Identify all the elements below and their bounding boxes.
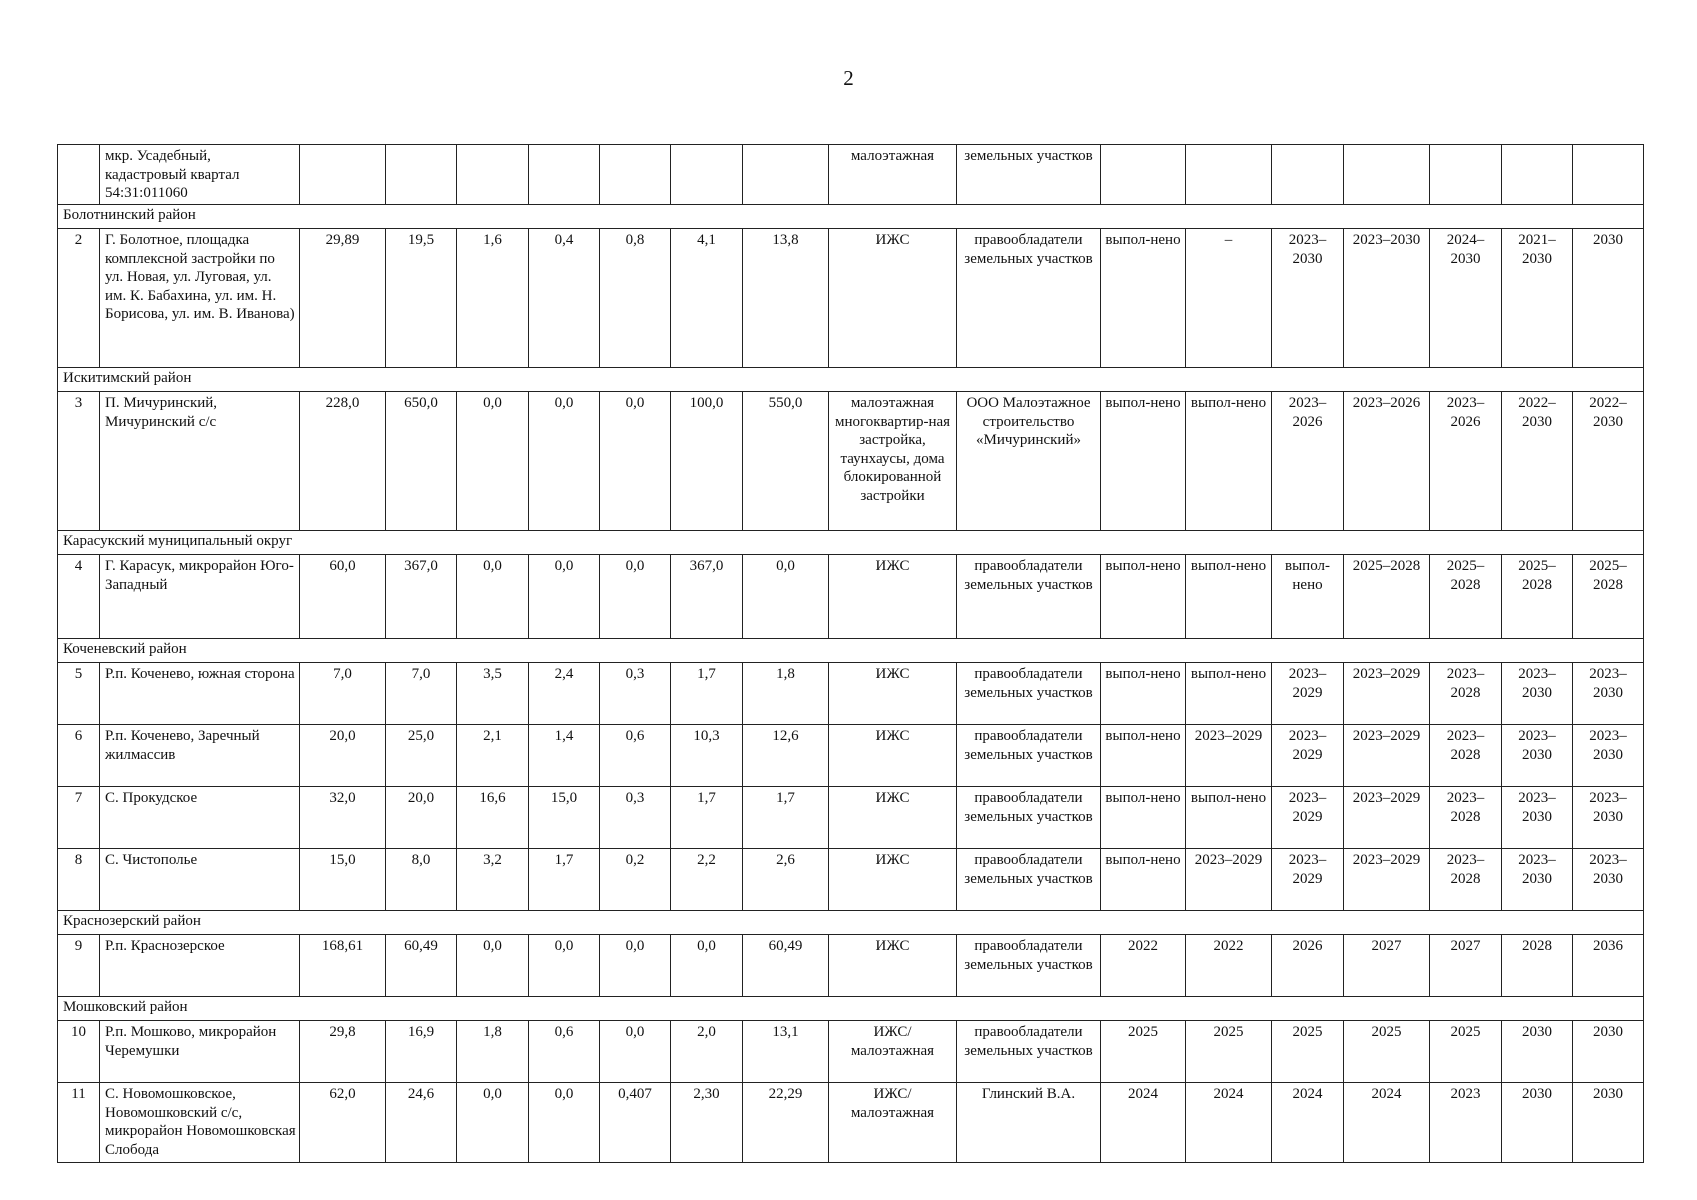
area-value-cell: 29,8 [300,1021,386,1083]
housing-table [57,144,1644,1163]
area-value-cell: 2,2 [671,849,743,911]
area-value-cell [386,145,457,205]
region-title: Карасукский муниципальный округ [58,531,1644,555]
deadline-cell [1430,145,1502,205]
area-value-cell: 1,8 [743,663,829,725]
location-cell: Р.п. Коченево, южная сторона [100,663,300,725]
area-value-cell: 2,4 [529,663,600,725]
area-value-cell: 0,0 [457,555,529,639]
area-value-cell [743,145,829,205]
area-value-cell: 367,0 [386,555,457,639]
deadline-cell: выпол-нено [1101,229,1186,368]
location-cell: П. Мичуринский, Мичуринский с/с [100,392,300,531]
deadline-cell: 2023–2029 [1344,725,1430,787]
deadline-cell: 2025 [1430,1021,1502,1083]
row-number: 11 [58,1083,100,1163]
area-value-cell: 15,0 [300,849,386,911]
area-value-cell: 7,0 [300,663,386,725]
area-value-cell: 60,49 [743,935,829,997]
area-value-cell: 0,407 [600,1083,671,1163]
area-value-cell: 100,0 [671,392,743,531]
location-cell: С. Прокудское [100,787,300,849]
area-value-cell: 0,0 [457,935,529,997]
deadline-cell: 2023–2030 [1502,787,1573,849]
row-number: 9 [58,935,100,997]
deadline-cell: 2023–2029 [1272,663,1344,725]
table-row [58,229,1644,368]
area-value-cell: 13,1 [743,1021,829,1083]
area-value-cell: 0,0 [529,555,600,639]
deadline-cell: 2027 [1430,935,1502,997]
region-title: Краснозерский район [58,911,1644,935]
location-cell: Р.п. Краснозерское [100,935,300,997]
deadline-cell: выпол-нено [1186,392,1272,531]
deadline-cell: 2030 [1573,229,1644,368]
area-value-cell: 0,4 [529,229,600,368]
deadline-cell: 2026 [1272,935,1344,997]
developer-cell: правообладатели земельных участков [957,935,1101,997]
deadline-cell: 2023–2029 [1186,849,1272,911]
deadline-cell: 2023–2028 [1430,663,1502,725]
deadline-cell: 2023–2028 [1430,787,1502,849]
deadline-cell: выпол-нено [1101,725,1186,787]
area-value-cell: 0,0 [457,1083,529,1163]
deadline-cell: 2023–2030 [1573,849,1644,911]
developer-cell: правообладатели земельных участков [957,787,1101,849]
deadline-cell: 2022 [1186,935,1272,997]
deadline-cell: 2030 [1502,1083,1573,1163]
area-value-cell: 0,0 [600,1021,671,1083]
table-row [58,849,1644,911]
area-value-cell: 15,0 [529,787,600,849]
area-value-cell: 62,0 [300,1083,386,1163]
region-header-row [58,911,1644,935]
area-value-cell: 16,9 [386,1021,457,1083]
area-value-cell: 0,0 [457,392,529,531]
deadline-cell: выпол-нено [1101,555,1186,639]
deadline-cell: 2025–2028 [1344,555,1430,639]
deadline-cell: 2022–2030 [1573,392,1644,531]
developer-cell: правообладатели земельных участков [957,725,1101,787]
construction-type-cell: малоэтажная [829,145,957,205]
area-value-cell: 32,0 [300,787,386,849]
row-number: 7 [58,787,100,849]
location-cell: Г. Болотное, площадка комплексной застройки по ул. Новая, ул. Луговая, ул. им. К. Бабахина, ул. им. Н. Борисова, ул. им. В. Иванова) [100,229,300,368]
deadline-cell [1101,145,1186,205]
deadline-cell: 2025 [1344,1021,1430,1083]
region-title: Болотнинский район [58,205,1644,229]
developer-cell: правообладатели земельных участков [957,849,1101,911]
area-value-cell: 4,1 [671,229,743,368]
deadline-cell: 2023–2030 [1573,663,1644,725]
table-row [58,555,1644,639]
table-row [58,787,1644,849]
area-value-cell: 2,1 [457,725,529,787]
area-value-cell: 12,6 [743,725,829,787]
area-value-cell [600,145,671,205]
area-value-cell: 0,0 [600,555,671,639]
deadline-cell: 2022 [1101,935,1186,997]
area-value-cell: 0,0 [529,935,600,997]
area-value-cell: 2,0 [671,1021,743,1083]
region-title: Мошковский район [58,997,1644,1021]
area-value-cell [529,145,600,205]
deadline-cell: 2023–2029 [1272,725,1344,787]
area-value-cell: 0,0 [743,555,829,639]
developer-cell: правообладатели земельных участков [957,555,1101,639]
table-row [58,1083,1644,1163]
deadline-cell: 2023–2029 [1272,787,1344,849]
developer-cell: ООО Малоэтажное строительство «Мичуринский» [957,392,1101,531]
deadline-cell: 2023–2028 [1430,725,1502,787]
location-cell: Р.п. Мошково, микрорайон Черемушки [100,1021,300,1083]
area-value-cell: 550,0 [743,392,829,531]
area-value-cell: 1,8 [457,1021,529,1083]
deadline-cell: 2023–2030 [1573,787,1644,849]
deadline-cell: 2023–2026 [1344,392,1430,531]
area-value-cell: 7,0 [386,663,457,725]
deadline-cell: – [1186,229,1272,368]
construction-type-cell: ИЖС [829,935,957,997]
area-value-cell: 1,7 [671,663,743,725]
row-number: 10 [58,1021,100,1083]
area-value-cell: 2,30 [671,1083,743,1163]
developer-cell: правообладатели земельных участков [957,663,1101,725]
deadline-cell [1344,145,1430,205]
table-row [58,392,1644,531]
location-cell: мкр. Усадебный, кадастровый квартал 54:31:011060 [100,145,300,205]
area-value-cell: 0,0 [600,392,671,531]
construction-type-cell: ИЖС [829,663,957,725]
deadline-cell: 2023 [1430,1083,1502,1163]
area-value-cell: 0,0 [600,935,671,997]
area-value-cell: 0,3 [600,787,671,849]
area-value-cell: 0,8 [600,229,671,368]
table-row [58,145,1644,205]
region-header-row [58,531,1644,555]
deadline-cell: 2022–2030 [1502,392,1573,531]
region-header-row [58,997,1644,1021]
row-number: 2 [58,229,100,368]
area-value-cell: 650,0 [386,392,457,531]
area-value-cell: 0,3 [600,663,671,725]
area-value-cell: 24,6 [386,1083,457,1163]
deadline-cell: 2023–2029 [1344,787,1430,849]
deadline-cell: выпол-нено [1186,663,1272,725]
deadline-cell: 2024 [1101,1083,1186,1163]
deadline-cell: 2036 [1573,935,1644,997]
region-title: Коченевский район [58,639,1644,663]
area-value-cell [300,145,386,205]
deadline-cell: выпол-нено [1186,555,1272,639]
deadline-cell: выпол-нено [1272,555,1344,639]
deadline-cell [1272,145,1344,205]
construction-type-cell: ИЖС/ малоэтажная [829,1021,957,1083]
area-value-cell: 168,61 [300,935,386,997]
location-cell: Р.п. Коченево, Заречный жилмассив [100,725,300,787]
row-number: 5 [58,663,100,725]
row-number: 4 [58,555,100,639]
deadline-cell: 2023–2030 [1502,663,1573,725]
area-value-cell: 22,29 [743,1083,829,1163]
area-value-cell: 0,6 [600,725,671,787]
area-value-cell: 19,5 [386,229,457,368]
deadline-cell: 2023–2030 [1272,229,1344,368]
deadline-cell: выпол-нено [1186,787,1272,849]
area-value-cell: 3,2 [457,849,529,911]
area-value-cell: 0,2 [600,849,671,911]
area-value-cell: 1,7 [743,787,829,849]
deadline-cell: 2023–2029 [1344,849,1430,911]
construction-type-cell: ИЖС [829,725,957,787]
deadline-cell [1573,145,1644,205]
deadline-cell: 2027 [1344,935,1430,997]
area-value-cell: 228,0 [300,392,386,531]
deadline-cell: 2023–2026 [1430,392,1502,531]
region-header-row [58,205,1644,229]
table-row [58,663,1644,725]
deadline-cell: 2030 [1502,1021,1573,1083]
deadline-cell: 2023–2026 [1272,392,1344,531]
area-value-cell: 16,6 [457,787,529,849]
developer-cell: правообладатели земельных участков [957,1021,1101,1083]
area-value-cell: 1,7 [671,787,743,849]
row-number [58,145,100,205]
row-number: 3 [58,392,100,531]
deadline-cell: 2025–2028 [1573,555,1644,639]
deadline-cell: выпол-нено [1101,392,1186,531]
deadline-cell: 2025 [1101,1021,1186,1083]
area-value-cell [671,145,743,205]
region-title: Искитимский район [58,368,1644,392]
construction-type-cell: ИЖС [829,787,957,849]
area-value-cell: 1,7 [529,849,600,911]
deadline-cell [1186,145,1272,205]
area-value-cell: 0,0 [529,1083,600,1163]
area-value-cell: 20,0 [300,725,386,787]
region-header-row [58,368,1644,392]
table-row [58,935,1644,997]
region-header-row [58,639,1644,663]
deadline-cell: 2024 [1344,1083,1430,1163]
deadline-cell: 2024 [1186,1083,1272,1163]
location-cell: С. Чистополье [100,849,300,911]
construction-type-cell: малоэтажная многоквартир-ная застройка, таунхаусы, дома блокированной застройки [829,392,957,531]
deadline-cell: выпол-нено [1101,787,1186,849]
deadline-cell [1502,145,1573,205]
area-value-cell: 0,0 [529,392,600,531]
area-value-cell: 2,6 [743,849,829,911]
area-value-cell: 60,0 [300,555,386,639]
deadline-cell: 2023–2029 [1186,725,1272,787]
construction-type-cell: ИЖС/ малоэтажная [829,1083,957,1163]
developer-cell: земельных участков [957,145,1101,205]
deadline-cell: 2023–2030 [1573,725,1644,787]
construction-type-cell: ИЖС [829,849,957,911]
area-value-cell: 13,8 [743,229,829,368]
area-value-cell: 0,6 [529,1021,600,1083]
deadline-cell: 2025 [1272,1021,1344,1083]
page-number: 2 [843,66,854,90]
table-row [58,725,1644,787]
deadline-cell: 2028 [1502,935,1573,997]
construction-type-cell: ИЖС [829,555,957,639]
area-value-cell: 8,0 [386,849,457,911]
deadline-cell: выпол-нено [1101,663,1186,725]
deadline-cell: 2023–2030 [1344,229,1430,368]
table-row [58,1021,1644,1083]
deadline-cell: 2024 [1272,1083,1344,1163]
location-cell: С. Новомошковское, Новомошковский с/с, микрорайон Новомошковская Слобода [100,1083,300,1163]
area-value-cell: 3,5 [457,663,529,725]
deadline-cell: 2023–2028 [1430,849,1502,911]
deadline-cell: 2023–2029 [1344,663,1430,725]
area-value-cell: 1,4 [529,725,600,787]
deadline-cell: 2025 [1186,1021,1272,1083]
area-value-cell: 1,6 [457,229,529,368]
area-value-cell: 60,49 [386,935,457,997]
deadline-cell: 2023–2030 [1502,849,1573,911]
deadline-cell: 2030 [1573,1083,1644,1163]
area-value-cell: 0,0 [671,935,743,997]
location-cell: Г. Карасук, микрорайон Юго-Западный [100,555,300,639]
deadline-cell: 2023–2030 [1502,725,1573,787]
construction-type-cell: ИЖС [829,229,957,368]
deadline-cell: 2030 [1573,1021,1644,1083]
area-value-cell: 10,3 [671,725,743,787]
area-value-cell: 29,89 [300,229,386,368]
deadline-cell: 2025–2028 [1502,555,1573,639]
row-number: 6 [58,725,100,787]
area-value-cell: 367,0 [671,555,743,639]
developer-cell: правообладатели земельных участков [957,229,1101,368]
area-value-cell: 20,0 [386,787,457,849]
deadline-cell: 2021–2030 [1502,229,1573,368]
developer-cell: Глинский В.А. [957,1083,1101,1163]
row-number: 8 [58,849,100,911]
deadline-cell: выпол-нено [1101,849,1186,911]
area-value-cell [457,145,529,205]
deadline-cell: 2024–2030 [1430,229,1502,368]
area-value-cell: 25,0 [386,725,457,787]
deadline-cell: 2025–2028 [1430,555,1502,639]
deadline-cell: 2023–2029 [1272,849,1344,911]
